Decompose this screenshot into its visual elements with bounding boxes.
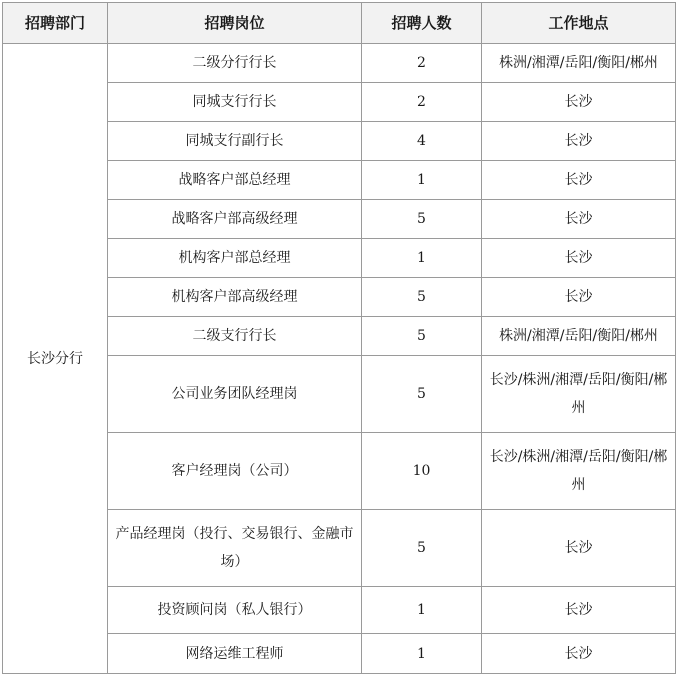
position-cell: 二级支行行长 — [108, 317, 362, 356]
count-cell: 2 — [362, 83, 482, 122]
count-cell: 5 — [362, 200, 482, 239]
count-cell: 5 — [362, 317, 482, 356]
location-cell: 长沙 — [482, 510, 676, 587]
location-cell: 长沙/株洲/湘潭/岳阳/衡阳/郴州 — [482, 356, 676, 433]
count-cell: 2 — [362, 44, 482, 83]
position-cell: 公司业务团队经理岗 — [108, 356, 362, 433]
location-cell: 长沙 — [482, 161, 676, 200]
position-cell: 网络运维工程师 — [108, 634, 362, 674]
location-cell: 长沙/株洲/湘潭/岳阳/衡阳/郴州 — [482, 433, 676, 510]
position-cell: 战略客户部总经理 — [108, 161, 362, 200]
count-cell: 5 — [362, 510, 482, 587]
location-cell: 长沙 — [482, 278, 676, 317]
position-cell: 同城支行副行长 — [108, 122, 362, 161]
location-cell: 长沙 — [482, 587, 676, 634]
location-cell: 株洲/湘潭/岳阳/衡阳/郴州 — [482, 317, 676, 356]
position-cell: 同城支行行长 — [108, 83, 362, 122]
position-cell: 客户经理岗（公司） — [108, 433, 362, 510]
count-cell: 10 — [362, 433, 482, 510]
position-cell: 产品经理岗（投行、交易银行、金融市场） — [108, 510, 362, 587]
table-row — [3, 44, 676, 83]
department-cell: 长沙分行 — [3, 44, 108, 674]
count-cell: 1 — [362, 634, 482, 674]
table-header-row — [3, 3, 676, 44]
position-cell: 投资顾问岗（私人银行） — [108, 587, 362, 634]
header-count: 招聘人数 — [362, 3, 482, 44]
location-cell: 株洲/湘潭/岳阳/衡阳/郴州 — [482, 44, 676, 83]
count-cell: 5 — [362, 278, 482, 317]
position-cell: 二级分行行长 — [108, 44, 362, 83]
location-cell: 长沙 — [482, 83, 676, 122]
position-cell: 机构客户部总经理 — [108, 239, 362, 278]
position-cell: 战略客户部高级经理 — [108, 200, 362, 239]
location-cell: 长沙 — [482, 200, 676, 239]
recruitment-table — [2, 2, 676, 674]
count-cell: 1 — [362, 239, 482, 278]
count-cell: 1 — [362, 587, 482, 634]
count-cell: 1 — [362, 161, 482, 200]
location-cell: 长沙 — [482, 634, 676, 674]
position-cell: 机构客户部高级经理 — [108, 278, 362, 317]
count-cell: 4 — [362, 122, 482, 161]
location-cell: 长沙 — [482, 239, 676, 278]
location-cell: 长沙 — [482, 122, 676, 161]
header-position: 招聘岗位 — [108, 3, 362, 44]
header-department: 招聘部门 — [3, 3, 108, 44]
count-cell: 5 — [362, 356, 482, 433]
header-location: 工作地点 — [482, 3, 676, 44]
